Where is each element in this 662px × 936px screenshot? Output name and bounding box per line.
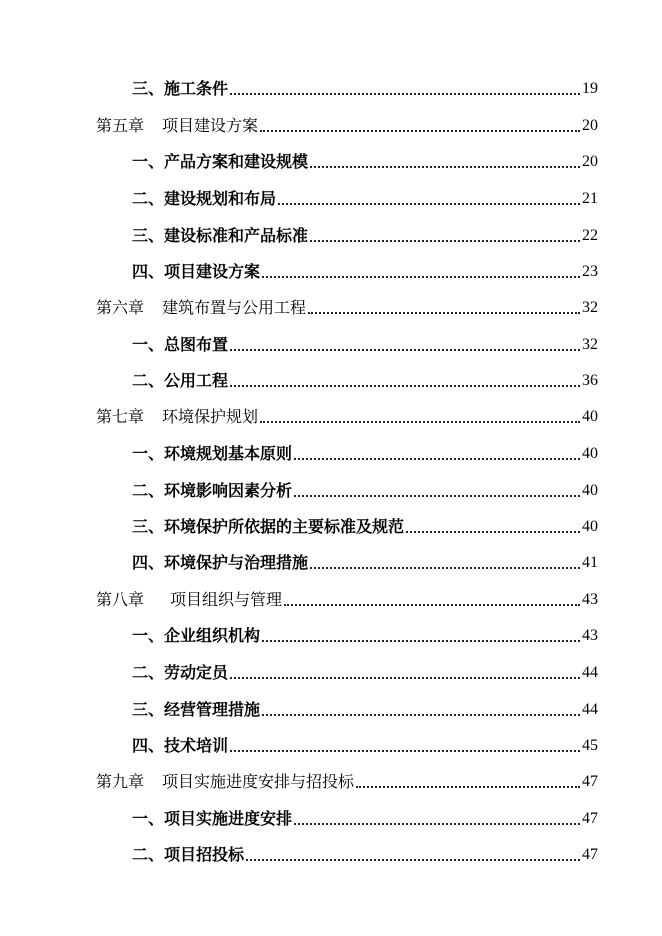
toc-dot-leader <box>356 786 580 788</box>
toc-dot-leader <box>294 458 580 460</box>
toc-chapter-entry[interactable] <box>0 405 598 427</box>
toc-chapter-number: 第五章 <box>96 116 145 135</box>
toc-page-number: 43 <box>582 627 598 644</box>
toc-entry-title: 一、环境规划基本原则 <box>132 444 293 463</box>
toc-page-number: 32 <box>582 299 598 316</box>
toc-page-number: 40 <box>582 408 598 425</box>
toc-chapter-number: 第六章 <box>96 298 145 317</box>
toc-entry-title: 一、项目实施进度安排 <box>132 809 293 828</box>
toc-entry-title: 二、环境影响因素分析 <box>132 481 293 500</box>
toc-entry-title: 四、项目建设方案 <box>132 262 261 281</box>
toc-page-number: 47 <box>582 846 598 863</box>
toc-dot-leader <box>262 276 580 278</box>
toc-page-number: 19 <box>582 80 598 97</box>
toc-entry-title: 一、企业组织机构 <box>132 626 261 645</box>
toc-entry-title: 四、技术培训 <box>132 736 229 755</box>
toc-dot-leader <box>308 312 580 314</box>
toc-dot-leader <box>262 640 580 642</box>
toc-entry-title: 四、环境保护与治理措施 <box>132 553 309 572</box>
toc-dot-leader <box>310 240 580 242</box>
toc-entry-title: 三、建设标准和产品标准 <box>132 226 309 245</box>
toc-page-number: 43 <box>582 591 598 608</box>
toc-entry-title: 建筑布置与公用工程 <box>162 298 307 317</box>
toc-section-entry[interactable] <box>0 77 598 99</box>
toc-page-number: 20 <box>582 153 598 170</box>
toc-chapter-entry[interactable] <box>0 770 598 792</box>
toc-entry-title: 二、公用工程 <box>132 371 229 390</box>
toc-section-entry[interactable] <box>0 624 598 646</box>
toc-section-entry[interactable] <box>0 515 598 537</box>
toc-dot-leader <box>230 93 580 95</box>
toc-chapter-entry[interactable] <box>0 296 598 318</box>
toc-dot-leader <box>260 130 580 132</box>
toc-section-entry[interactable] <box>0 187 598 209</box>
toc-page-number: 45 <box>582 737 598 754</box>
toc-chapter-entry[interactable] <box>0 114 598 136</box>
toc-entry-title: 二、建设规划和布局 <box>132 189 277 208</box>
toc-dot-leader <box>230 349 580 351</box>
toc-dot-leader <box>230 677 580 679</box>
toc-section-entry[interactable] <box>0 333 598 355</box>
toc-dot-leader <box>294 823 580 825</box>
toc-section-entry[interactable] <box>0 807 598 829</box>
toc-entry-title: 三、经营管理措施 <box>132 700 261 719</box>
toc-dot-leader <box>310 567 580 569</box>
toc-page-number: 21 <box>582 190 598 207</box>
toc-page-number: 40 <box>582 445 598 462</box>
toc-section-entry[interactable] <box>0 734 598 756</box>
toc-dot-leader <box>260 421 580 423</box>
toc-entry-title: 二、劳动定员 <box>132 663 229 682</box>
toc-dot-leader <box>294 495 580 497</box>
toc-page-number: 40 <box>582 518 598 535</box>
toc-chapter-number: 第九章 <box>96 772 145 791</box>
toc-section-entry[interactable] <box>0 479 598 501</box>
toc-entry-title: 一、产品方案和建设规模 <box>132 152 309 171</box>
toc-page-number: 22 <box>582 227 598 244</box>
toc-section-entry[interactable] <box>0 260 598 282</box>
toc-chapter-entry[interactable] <box>0 588 598 610</box>
toc-section-entry[interactable] <box>0 551 598 573</box>
toc-page-number: 32 <box>582 336 598 353</box>
toc-page-number: 44 <box>582 664 598 681</box>
toc-page-number: 36 <box>582 372 598 389</box>
toc-section-entry[interactable] <box>0 369 598 391</box>
toc-page-number: 44 <box>582 701 598 718</box>
toc-page-number: 47 <box>582 810 598 827</box>
toc-dot-leader <box>230 750 580 752</box>
toc-dot-leader <box>406 531 580 533</box>
toc-section-entry[interactable] <box>0 661 598 683</box>
toc-page-number: 47 <box>582 773 598 790</box>
toc-dot-leader <box>262 714 580 716</box>
toc-entry-title: 三、环境保护所依据的主要标准及规范 <box>132 517 405 536</box>
toc-section-entry[interactable] <box>0 150 598 172</box>
toc-entry-title: 三、施工条件 <box>132 79 229 98</box>
toc-entry-title: 项目组织与管理 <box>170 590 283 609</box>
toc-page-number: 23 <box>582 263 598 280</box>
toc-chapter-number: 第八章 <box>96 590 145 609</box>
toc-page-number: 41 <box>582 554 598 571</box>
toc-section-entry[interactable] <box>0 843 598 865</box>
toc-dot-leader <box>278 203 580 205</box>
toc-page-number: 20 <box>582 117 598 134</box>
toc-chapter-number: 第七章 <box>96 407 145 426</box>
toc-page-number: 40 <box>582 482 598 499</box>
toc-dot-leader <box>230 385 580 387</box>
toc-entry-title: 二、项目招投标 <box>132 845 245 864</box>
toc-entry-title: 项目建设方案 <box>162 116 259 135</box>
toc-section-entry[interactable] <box>0 442 598 464</box>
toc-dot-leader <box>246 859 580 861</box>
toc-entry-title: 项目实施进度安排与招投标 <box>162 772 355 791</box>
toc-section-entry[interactable] <box>0 224 598 246</box>
toc-dot-leader <box>310 166 580 168</box>
toc-entry-title: 一、总图布置 <box>132 335 229 354</box>
toc-dot-leader <box>284 604 580 606</box>
toc-entry-title: 环境保护规划 <box>162 407 259 426</box>
toc-section-entry[interactable] <box>0 698 598 720</box>
